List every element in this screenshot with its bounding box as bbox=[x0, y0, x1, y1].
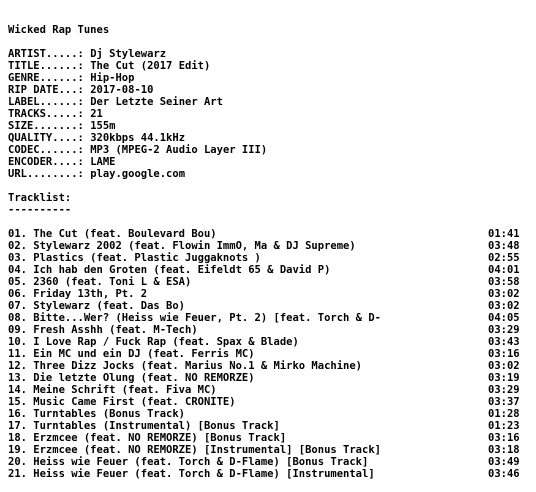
track-duration: 03:48 bbox=[488, 240, 520, 252]
track-duration: 01:23 bbox=[488, 420, 520, 432]
track-duration: 03:58 bbox=[488, 276, 520, 288]
track-duration: 03:29 bbox=[488, 324, 520, 336]
meta-key: RIP DATE...: bbox=[8, 84, 91, 96]
track-title: 03. Plastics (feat. Plastic Juggaknots ) bbox=[8, 252, 261, 264]
track-duration: 04:01 bbox=[488, 264, 520, 276]
meta-value: Dj Stylewarz bbox=[90, 48, 167, 60]
meta-encoder bbox=[8, 156, 528, 168]
meta-key: TRACKS.....: bbox=[8, 108, 91, 120]
track-duration: 01:28 bbox=[488, 408, 520, 420]
meta-value: play.google.com bbox=[90, 168, 186, 180]
meta-value: LAME bbox=[90, 156, 116, 168]
track-title: 13. Die letzte Olung (feat. NO REMORZE) bbox=[8, 372, 255, 384]
track-duration: 03:02 bbox=[488, 288, 520, 300]
release-info bbox=[8, 48, 528, 180]
meta-quality bbox=[8, 132, 528, 144]
track-title: 21. Heiss wie Feuer (feat. Torch & D-Flame) [Instrumental] bbox=[8, 468, 375, 480]
track-title: 19. Erzmcee (feat. NO REMORZE) [Instrumental] [Bonus Track] bbox=[8, 444, 381, 456]
track-row bbox=[8, 348, 528, 360]
track-title: 12. Three Dizz Jocks (feat. Marius No.1 & Mirko Machine) bbox=[8, 360, 363, 372]
track-duration: 03:43 bbox=[488, 336, 520, 348]
track-duration: 03:02 bbox=[488, 300, 520, 312]
track-row bbox=[8, 240, 528, 252]
track-row bbox=[8, 252, 528, 264]
track-title: 04. Ich hab den Groten (feat. Eifeldt 65 & David P) bbox=[8, 264, 331, 276]
document-title: Wicked Rap Tunes bbox=[8, 24, 110, 36]
meta-size bbox=[8, 120, 528, 132]
meta-key: URL........: bbox=[8, 168, 91, 180]
meta-key: TITLE......: bbox=[8, 60, 91, 72]
meta-rip-date bbox=[8, 84, 528, 96]
meta-tracks bbox=[8, 108, 528, 120]
track-title: 16. Turntables (Bonus Track) bbox=[8, 408, 186, 420]
track-title: 14. Meine Schrift (feat. Fiva MC) bbox=[8, 384, 217, 396]
track-row bbox=[8, 372, 528, 384]
track-duration: 03:16 bbox=[488, 432, 520, 444]
track-duration: 03:02 bbox=[488, 360, 520, 372]
meta-value: The Cut (2017 Edit) bbox=[90, 60, 211, 72]
meta-key: CODEC......: bbox=[8, 144, 91, 156]
track-row bbox=[8, 360, 528, 372]
track-duration: 02:55 bbox=[488, 252, 520, 264]
track-row bbox=[8, 264, 528, 276]
track-title: 17. Turntables (Instrumental) [Bonus Track] bbox=[8, 420, 280, 432]
meta-key: QUALITY....: bbox=[8, 132, 91, 144]
track-row bbox=[8, 408, 528, 420]
track-duration: 03:29 bbox=[488, 384, 520, 396]
meta-key: LABEL......: bbox=[8, 96, 91, 108]
nfo-document bbox=[8, 24, 528, 480]
track-duration: 03:16 bbox=[488, 348, 520, 360]
meta-genre bbox=[8, 72, 528, 84]
track-row bbox=[8, 288, 528, 300]
track-row bbox=[8, 336, 528, 348]
meta-key: ARTIST.....: bbox=[8, 48, 91, 60]
meta-artist bbox=[8, 48, 528, 60]
track-title: 02. Stylewarz 2002 (feat. Flowin ImmO, Ma & DJ Supreme) bbox=[8, 240, 356, 252]
tracklist-rule: ---------- bbox=[8, 204, 72, 216]
track-duration: 03:37 bbox=[488, 396, 520, 408]
track-title: 15. Music Came First (feat. CRONITE) bbox=[8, 396, 236, 408]
tracklist-heading: Tracklist: bbox=[8, 192, 72, 204]
track-row bbox=[8, 228, 528, 240]
meta-codec bbox=[8, 144, 528, 156]
track-row bbox=[8, 444, 528, 456]
meta-value: Der Letzte Seiner Art bbox=[90, 96, 223, 108]
track-row bbox=[8, 468, 528, 480]
meta-value: 21 bbox=[90, 108, 103, 120]
track-title: 05. 2360 (feat. Toni L & ESA) bbox=[8, 276, 192, 288]
track-row bbox=[8, 324, 528, 336]
meta-title bbox=[8, 60, 528, 72]
track-duration: 03:49 bbox=[488, 456, 520, 468]
meta-value: 155m bbox=[90, 120, 116, 132]
track-title: 07. Stylewarz (feat. Das Bo) bbox=[8, 300, 186, 312]
track-row bbox=[8, 396, 528, 408]
track-title: 09. Fresh Asshh (feat. M-Tech) bbox=[8, 324, 198, 336]
track-duration: 01:41 bbox=[488, 228, 520, 240]
track-duration: 03:18 bbox=[488, 444, 520, 456]
track-duration: 03:46 bbox=[488, 468, 520, 480]
track-row bbox=[8, 384, 528, 396]
tracklist bbox=[8, 228, 528, 480]
meta-key: GENRE......: bbox=[8, 72, 91, 84]
track-row bbox=[8, 276, 528, 288]
meta-url bbox=[8, 168, 528, 180]
track-title: 01. The Cut (feat. Boulevard Bou) bbox=[8, 228, 217, 240]
track-duration: 04:05 bbox=[488, 312, 520, 324]
meta-value: MP3 (MPEG-2 Audio Layer III) bbox=[90, 144, 268, 156]
track-row bbox=[8, 432, 528, 444]
track-title: 10. I Love Rap / Fuck Rap (feat. Spax & Blade) bbox=[8, 336, 299, 348]
meta-value: 2017-08-10 bbox=[90, 84, 154, 96]
meta-key: SIZE.......: bbox=[8, 120, 91, 132]
track-title: 11. Ein MC und ein DJ (feat. Ferris MC) bbox=[8, 348, 255, 360]
spacer bbox=[8, 180, 528, 192]
spacer bbox=[8, 36, 528, 48]
meta-key: ENCODER....: bbox=[8, 156, 91, 168]
track-title: 20. Heiss wie Feuer (feat. Torch & D-Flame) [Bonus Track] bbox=[8, 456, 369, 468]
track-duration: 03:19 bbox=[488, 372, 520, 384]
track-title: 06. Friday 13th, Pt. 2 bbox=[8, 288, 148, 300]
track-row bbox=[8, 300, 528, 312]
track-title: 08. Bitte...Wer? (Heiss wie Feuer, Pt. 2) [feat. Torch & D- bbox=[8, 312, 381, 324]
meta-value: Hip-Hop bbox=[90, 72, 135, 84]
track-row bbox=[8, 312, 528, 324]
meta-value: 320kbps 44.1kHz bbox=[90, 132, 186, 144]
spacer bbox=[8, 216, 528, 228]
track-row bbox=[8, 420, 528, 432]
track-row bbox=[8, 456, 528, 468]
track-title: 18. Erzmcee (feat. NO REMORZE) [Bonus Track] bbox=[8, 432, 287, 444]
meta-label bbox=[8, 96, 528, 108]
